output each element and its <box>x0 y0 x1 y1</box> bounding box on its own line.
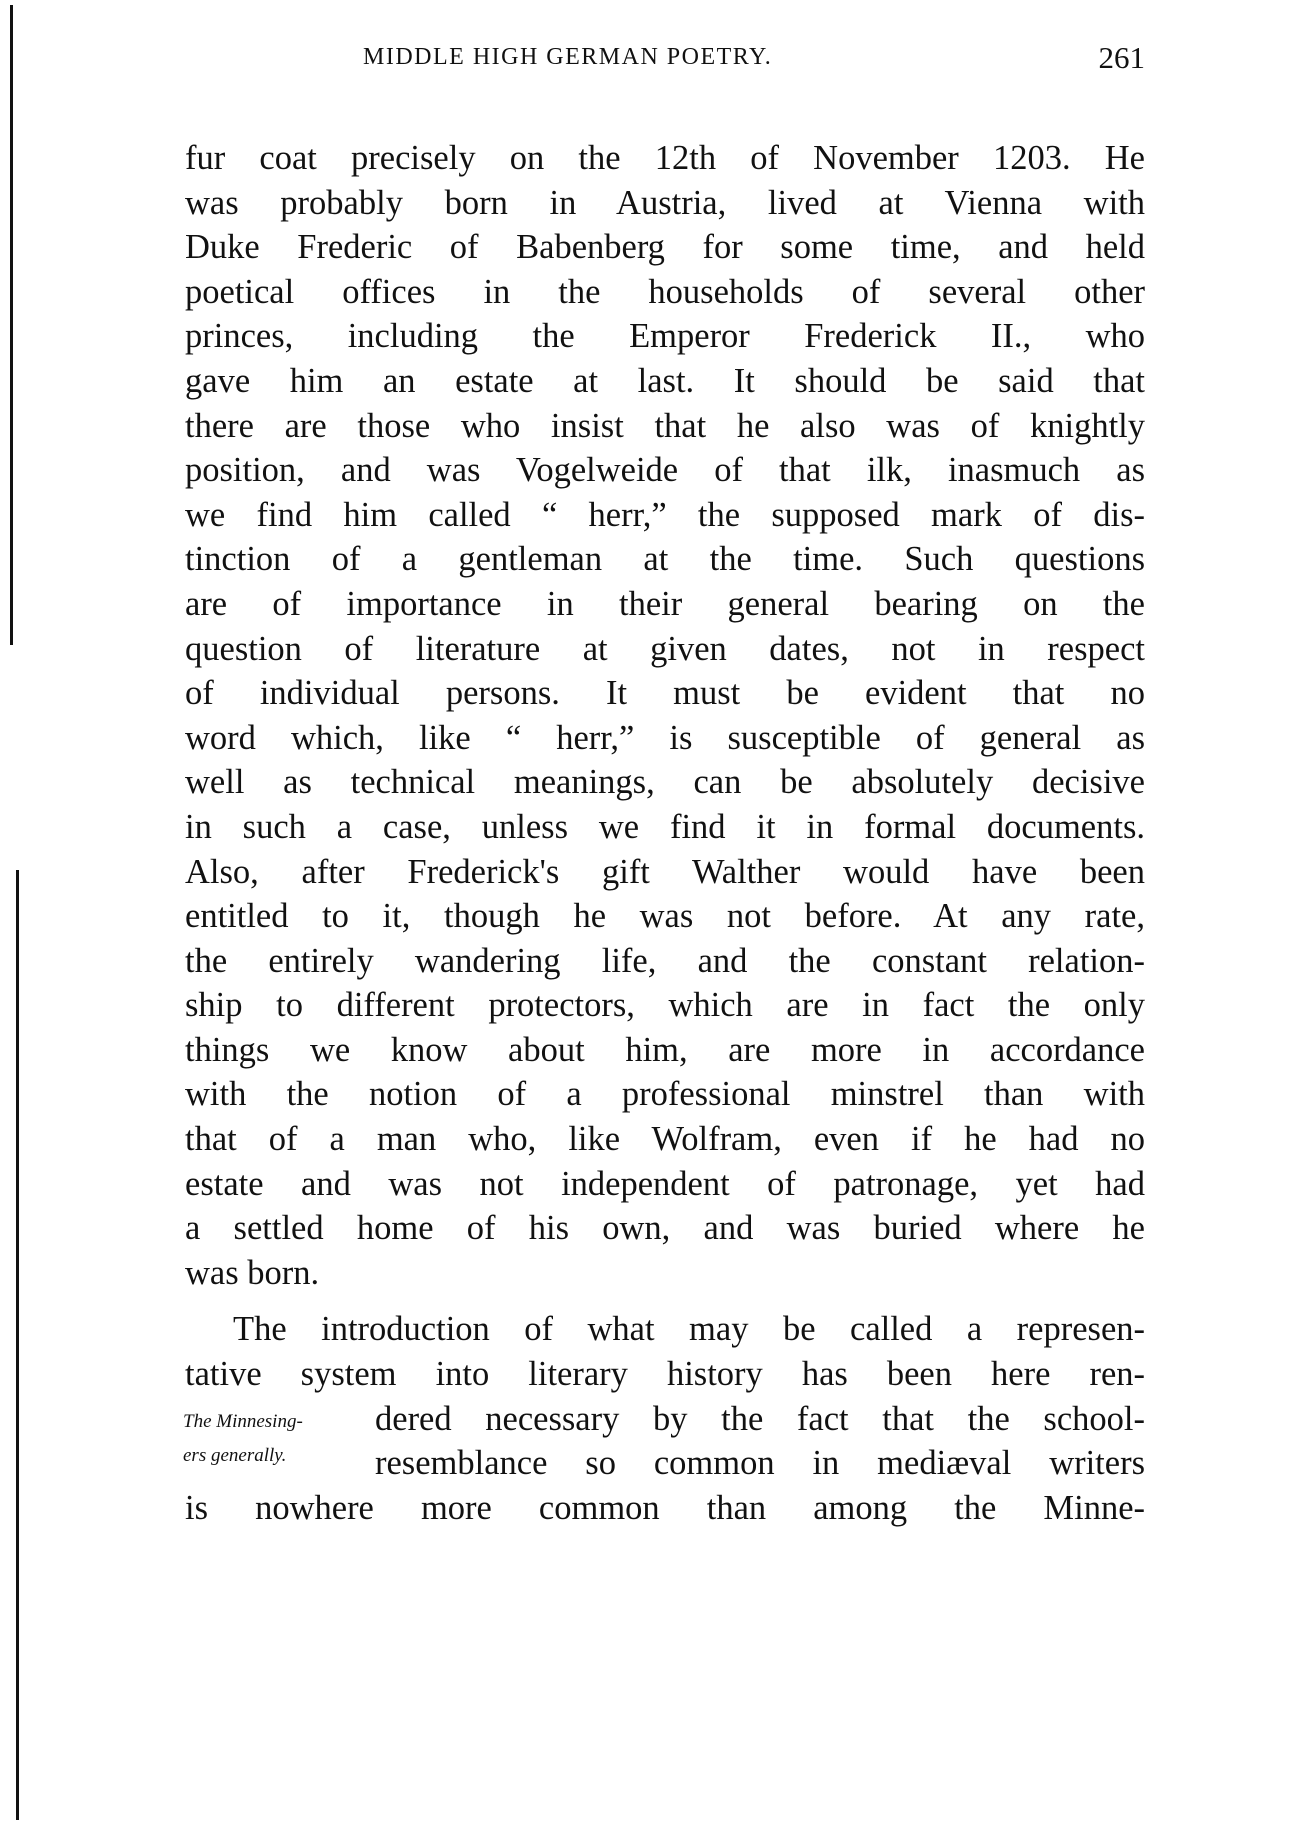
text-line: was probably born in Austria, lived at Vienna with <box>185 183 1145 222</box>
page-body <box>185 136 1145 1530</box>
text-line: word which, like “ herr,” is susceptible of general as <box>185 718 1145 757</box>
text-line: there are those who insist that he also was of knightly <box>185 406 1145 445</box>
text-line: tative system into literary history has been here ren- <box>185 1355 1145 1394</box>
text-line: estate and was not independent of patronage, yet had <box>185 1164 1145 1203</box>
page-edge-shadow <box>16 870 19 1820</box>
text-line: that of a man who, like Wolfram, even if he had no <box>185 1120 1145 1159</box>
text-line: poetical offices in the households of several other <box>185 272 1145 311</box>
text-line: well as technical meanings, can be absolutely decisive <box>185 763 1145 802</box>
text-line: princes, including the Emperor Frederick II., who <box>185 317 1145 356</box>
text-line: gave him an estate at last. It should be said that <box>185 361 1145 400</box>
text-line: Duke Frederic of Babenberg for some time, and held <box>185 228 1145 267</box>
text-line: ship to different protectors, which are in fact the only <box>185 986 1145 1025</box>
text-line: resemblance so common in mediæval writers <box>375 1444 1145 1483</box>
text-line: a settled home of his own, and was buried where he <box>185 1209 1145 1248</box>
text-line: The introduction of what may be called a represen- <box>233 1310 1145 1349</box>
sidenote: ers generally. <box>183 1445 287 1467</box>
text-line: question of literature at given dates, not in respect <box>185 629 1145 668</box>
text-line: are of importance in their general bearing on the <box>185 584 1145 623</box>
paragraph-1 <box>185 136 1145 1295</box>
text-line: fur coat precisely on the 12th of November 1203. He <box>185 139 1145 177</box>
text-line: dered necessary by the fact that the school- <box>375 1399 1145 1438</box>
text-line: with the notion of a professional minstrel than with <box>185 1075 1145 1114</box>
paragraph-2 <box>185 1307 1145 1530</box>
text-line: we find him called “ herr,” the supposed mark of dis- <box>185 495 1145 534</box>
text-line: the entirely wandering life, and the constant relation- <box>185 941 1145 980</box>
sidenote: The Minnesing- <box>183 1410 303 1432</box>
text-line: things we know about him, are more in accordance <box>185 1030 1145 1069</box>
text-line: Also, after Frederick's gift Walther would have been <box>185 852 1145 891</box>
text-line: tinction of a gentleman at the time. Such questions <box>185 540 1145 579</box>
text-line: entitled to it, though he was not before. At any rate, <box>185 897 1145 936</box>
text-line: of individual persons. It must be evident that no <box>185 674 1145 713</box>
text-line: is nowhere more common than among the Minne- <box>185 1488 1145 1527</box>
running-title: MIDDLE HIGH GERMAN POETRY. <box>363 44 773 70</box>
page-header <box>185 40 1145 80</box>
page-number: 261 <box>1098 40 1145 75</box>
page-edge-shadow <box>10 5 13 645</box>
text-line: was born. <box>185 1253 320 1292</box>
text-line: in such a case, unless we find it in formal documents. <box>185 807 1145 846</box>
text-line: position, and was Vogelweide of that ilk, inasmuch as <box>185 451 1145 490</box>
